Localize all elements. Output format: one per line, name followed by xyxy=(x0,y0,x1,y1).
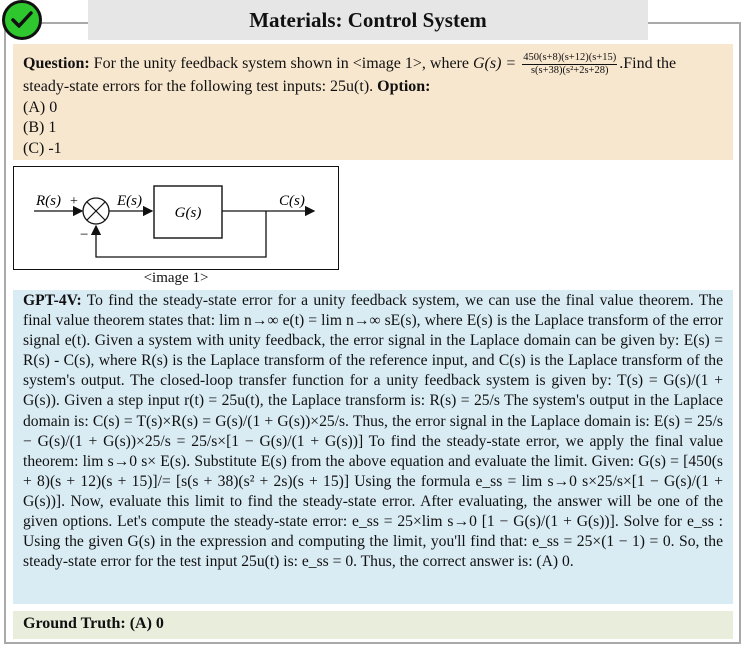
option-b: (B) 1 xyxy=(23,119,57,136)
option-c: (C) -1 xyxy=(23,139,62,157)
minus-sign: − xyxy=(80,227,89,243)
answer-text: To find the steady-state error for a unity feedback system, we can use the final value theorem. The final value theorem states that: lim n→∞ e(t) = lim n→∞ sE(s), where E(s) is the Laplace transform of the error signal e(t). Given a system with unity feedback, the error signal in the Laplace domain can be given by: E(s) = R(s) - C(s), where R(s) is the Laplace transform of the reference input, and C(s) is the Laplace transform of the system's output. The closed-loop transfer function for a unity feedback system is given by: T(s) = G(s)/(1 + G(s)). Given a step input r(t) = 25u(t), the Laplace transform is: R(s) = 25/s The system's output in the Laplace domain is: C(s) = T(s)×R(s) = G(s)/(1 + G(s))×25/s. Thus, the error signal in the Laplace domain is: E(s) = 25/s − G(s)/(1 + G(s))×25/s = 25/s×[1 − G(s)/(1 + G(s))] To find the steady-state error, we apply the final value theorem: lim s→0 s× E(s). Substitute E(s) from the above equation and evaluate the limit. Given: G(s) = [450(s + 8)(s + 12)(s + 15)]/= [s(s + 38)(s² + 2s)(s + 15)] Using the formula e_ss = lim s→0 s×25/s×[1 − G(s)/(1 + G(s))]. Now, evaluate this limit to find the steady-state error. After evaluating, the answer will be one of the given options. Let's compute the steady-state error: e_ss = 25×lim s→0 [1 − G(s)/(1 + G(s))]. Solve for e_ss : Using the given G(s) in the expression and computing the limit, you'll find that: e_ss = 25×(1 − 1) = 0. So, the steady-state error for the test input 25u(t) is: e_ss = 0. Thus, the correct answer is: (A) 0. xyxy=(23,292,723,571)
title-text: Materials: Control System xyxy=(249,7,487,32)
transfer-function-lhs: G(s) = xyxy=(472,55,517,73)
ground-truth-text: Ground Truth: (A) 0 xyxy=(23,615,164,632)
image-caption: <image 1> xyxy=(143,270,209,286)
block-diagram xyxy=(14,167,337,268)
output-label: C(s) xyxy=(279,193,305,209)
block-diagram-image xyxy=(13,166,339,270)
page-title xyxy=(88,0,648,40)
answer-panel xyxy=(13,290,733,604)
plant-block-label: G(s) xyxy=(174,205,202,221)
check-circle-icon xyxy=(2,0,42,40)
question-panel xyxy=(13,44,733,160)
question-label: Question: xyxy=(23,55,90,73)
checkmark-icon xyxy=(11,11,33,29)
question-text-after: .Find the steady-state errors for the following test inputs: 25u(t). xyxy=(23,55,677,95)
input-label: R(s) xyxy=(36,193,61,209)
option-label: Option: xyxy=(377,78,431,95)
error-label: E(s) xyxy=(117,193,142,209)
transfer-function-numerator: 450(s+8)(s+12)(s+15) xyxy=(523,52,617,63)
answer-label: GPT-4V: xyxy=(23,292,82,309)
transfer-function-fraction xyxy=(522,52,617,77)
transfer-function-denominator: s(s+38)(s²+2s+28) xyxy=(530,65,609,76)
question-text-before: For the unity feedback system shown in <image 1>, where xyxy=(93,55,469,73)
option-a: (A) 0 xyxy=(23,98,58,116)
plus-sign: + xyxy=(70,194,78,209)
ground-truth-panel xyxy=(13,611,733,639)
